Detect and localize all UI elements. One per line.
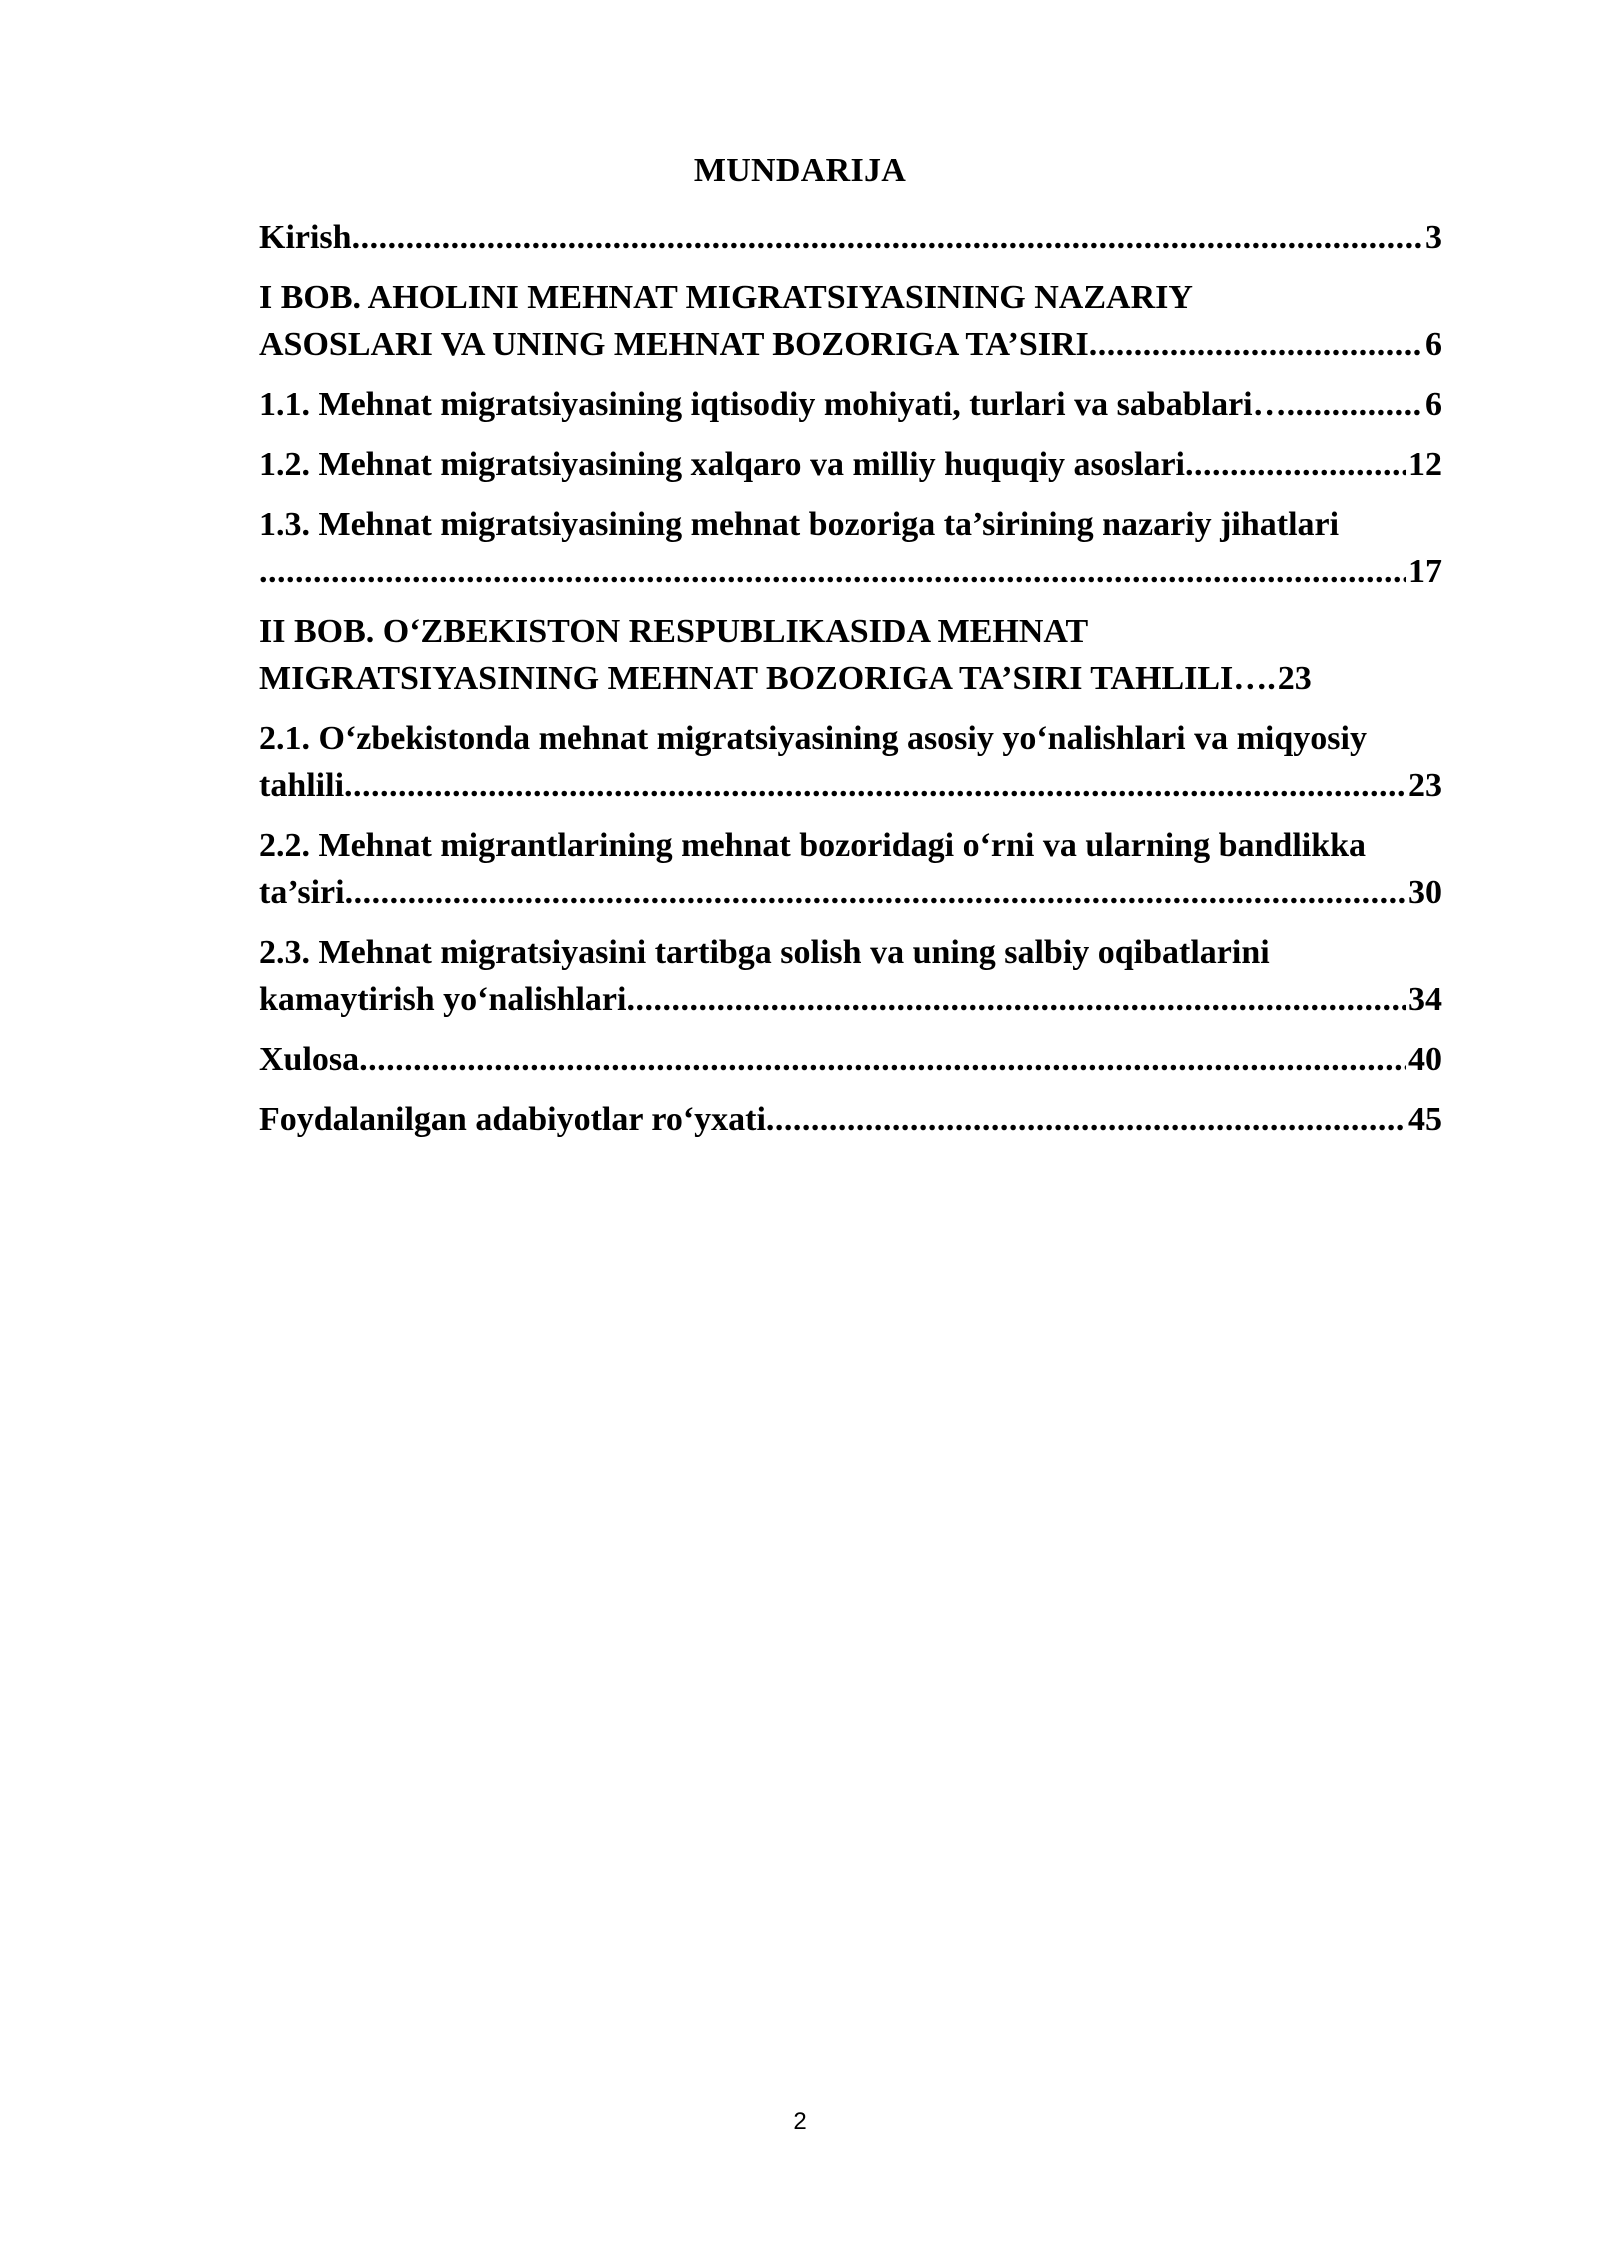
toc-entry-title: ASOSLARI VA UNING MEHNAT BOZORIGA TA’SIRI bbox=[259, 326, 1089, 363]
toc-page-number: 6 bbox=[1425, 326, 1442, 363]
toc-page-number: 12 bbox=[1408, 446, 1442, 483]
toc-dot-leader bbox=[1089, 321, 1423, 368]
toc-dot-leader bbox=[1287, 381, 1423, 428]
toc-entry-introduction[interactable] bbox=[259, 214, 1509, 261]
toc-entry-title: 1.1. Mehnat migratsiyasining iqtisodiy mohiyati, turlari va sabablari… bbox=[259, 386, 1287, 423]
toc-entry-title-line: I BOB. AHOLINI MEHNAT MIGRATSIYASINING NAZARIY bbox=[259, 279, 1193, 316]
toc-leader-line bbox=[259, 976, 1442, 1023]
toc-page-number: 45 bbox=[1408, 1101, 1442, 1138]
toc-entry-section-1-1[interactable] bbox=[259, 381, 1509, 428]
toc-entry-title: ta’siri bbox=[259, 874, 345, 911]
toc-entry-title-line: 1.3. Mehnat migratsiyasining mehnat bozoriga ta’sirining nazariy jihatlari bbox=[259, 506, 1340, 543]
toc-entry-title: Foydalanilgan adabiyotlar ro‘yxati bbox=[259, 1101, 766, 1138]
toc-dot-leader bbox=[345, 869, 1406, 916]
page-number: 2 bbox=[793, 2108, 807, 2135]
toc-entry-chapter-2[interactable] bbox=[259, 608, 1509, 702]
toc-entry-references[interactable] bbox=[259, 1096, 1509, 1143]
toc-dot-leader bbox=[359, 1036, 1406, 1083]
toc-leader-line bbox=[259, 869, 1442, 916]
toc-page-number: 6 bbox=[1425, 386, 1442, 423]
toc-entry-title-line: 2.3. Mehnat migratsiyasini tartibga solish va uning salbiy oqibatlarini bbox=[259, 934, 1270, 971]
toc-page-number: 40 bbox=[1408, 1041, 1442, 1078]
toc-page-number: 3 bbox=[1425, 219, 1442, 256]
toc-dot-leader bbox=[352, 214, 1423, 261]
toc-entry-title: tahlili bbox=[259, 767, 345, 804]
toc-entry-section-2-1[interactable] bbox=[259, 715, 1509, 809]
toc-leader-line bbox=[259, 1096, 1442, 1143]
toc-leader-line bbox=[259, 214, 1442, 261]
table-of-contents bbox=[259, 214, 1509, 1156]
toc-page-number: 30 bbox=[1408, 874, 1442, 911]
toc-dot-leader bbox=[344, 762, 1406, 809]
toc-entry-title-line: 2.2. Mehnat migrantlarining mehnat bozoridagi o‘rni va ularning bandlikka bbox=[259, 827, 1367, 864]
toc-leader-line bbox=[259, 655, 1442, 702]
toc-entry-title: Xulosa bbox=[259, 1041, 360, 1078]
toc-entry-conclusion[interactable] bbox=[259, 1036, 1509, 1083]
toc-entry-section-1-3[interactable] bbox=[259, 501, 1509, 595]
toc-entry-section-2-2[interactable] bbox=[259, 822, 1509, 916]
toc-leader-line bbox=[259, 548, 1442, 595]
toc-page-number: 17 bbox=[1408, 553, 1442, 590]
toc-dot-leader bbox=[626, 976, 1406, 1023]
toc-entry-section-1-2[interactable] bbox=[259, 441, 1509, 488]
toc-leader-line bbox=[259, 1036, 1442, 1083]
toc-leader-line bbox=[259, 321, 1442, 368]
toc-entry-title: MIGRATSIYASINING MEHNAT BOZORIGA TA’SIRI TAHLILI…. bbox=[259, 660, 1276, 697]
toc-entry-chapter-1[interactable] bbox=[259, 274, 1509, 368]
toc-entry-title-line: II BOB. O‘ZBEKISTON RESPUBLIKASIDA MEHNAT bbox=[259, 613, 1089, 650]
toc-leader-line bbox=[259, 762, 1442, 809]
toc-page-number: 34 bbox=[1408, 981, 1442, 1018]
toc-entry-title: kamaytirish yo‘nalishlari bbox=[259, 981, 627, 1018]
toc-entry-title-line: 2.1. O‘zbekistonda mehnat migratsiyasining asosiy yo‘nalishlari va miqyosiy bbox=[259, 720, 1367, 757]
toc-page-number: 23 bbox=[1277, 660, 1312, 697]
toc-dot-leader bbox=[259, 548, 1406, 595]
toc-dot-leader bbox=[766, 1096, 1406, 1143]
toc-leader-line bbox=[259, 441, 1442, 488]
toc-dot-leader bbox=[1185, 441, 1406, 488]
toc-entry-title: Kirish bbox=[259, 219, 352, 256]
toc-leader-line bbox=[259, 381, 1442, 428]
toc-entry-title: 1.2. Mehnat migratsiyasining xalqaro va milliy huquqiy asoslari bbox=[259, 446, 1186, 483]
toc-entry-section-2-3[interactable] bbox=[259, 929, 1509, 1023]
toc-page-number: 23 bbox=[1408, 767, 1442, 804]
page-title: MUNDARIJA bbox=[693, 152, 907, 189]
